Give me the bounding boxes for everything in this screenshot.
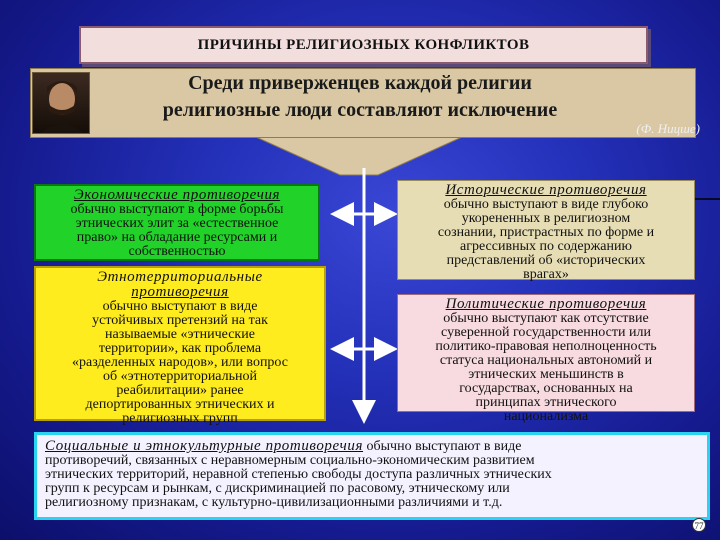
funnel-shape	[256, 137, 462, 175]
ethno-line: обычно выступают в виде	[102, 299, 258, 314]
ethno-line: реабилитации» ранее	[116, 383, 244, 398]
ethno-heading-1: Этнотерриториальные	[97, 269, 263, 285]
social-line: противоречий, связанных с неравномерным социально-экономическим развитием	[45, 453, 535, 468]
political-line: принципах этнического	[475, 395, 617, 410]
social-cultural-contradictions-box	[34, 432, 710, 520]
ethno-line: устойчивых претензий на так	[92, 313, 268, 328]
political-line: политико-правовая неполноценность	[435, 339, 657, 354]
political-heading: Политические противоречия	[445, 296, 647, 312]
quote-text	[100, 70, 620, 130]
portrait-icon	[33, 73, 90, 134]
quote-line-1: Среди приверженцев каждой религии	[188, 72, 532, 94]
economic-line: собственностью	[128, 244, 226, 259]
economic-line: обычно выступают в форме борьбы	[70, 202, 284, 217]
political-line: национализма	[503, 409, 589, 424]
social-line: групп к ресурсам и рынкам, с дискриминацией по расовому, этническому или	[45, 481, 510, 496]
social-line: религиозному признакам, с культурно-цивилизационными различиями и т.д.	[45, 495, 503, 510]
political-line: государствах, основанных на	[459, 381, 633, 396]
ethno-line: религиозных групп	[122, 411, 238, 426]
ethno-line: территории», как проблема	[98, 341, 262, 356]
ethno-line: «разделенных народов», или вопрос	[72, 355, 288, 370]
ethno-line: называемые «этнические	[105, 327, 255, 342]
political-line: этнических меньшинств в	[468, 367, 624, 382]
historical-line: сознании, пристрастных по форме и	[437, 225, 655, 240]
historical-line: представлений об «исторических	[446, 253, 646, 268]
social-heading: Социальные и этнокультурные противоречия	[45, 438, 364, 454]
economic-contradictions-box	[34, 184, 320, 261]
ethno-line: об «этнотерриториальной	[103, 369, 257, 384]
historical-contradictions-box	[397, 180, 695, 280]
historical-line: обычно выступают в виде глубоко	[443, 197, 649, 212]
political-line: суверенной государственности или	[441, 325, 651, 340]
quote-line-2: религиозные люди составляют исключение	[162, 99, 558, 121]
economic-heading: Экономические противоречия	[73, 187, 281, 203]
social-lead: обычно выступают в виде	[363, 439, 522, 454]
portrait-image	[32, 72, 90, 134]
political-line: статуса национальных автономий и	[439, 353, 653, 368]
quote-author: (Ф. Ницше)	[636, 121, 700, 136]
social-line: этнических территорий, неравной степенью свободы доступа различных этнических	[45, 467, 552, 482]
page-number: 77	[692, 518, 706, 532]
page-title: ПРИЧИНЫ РЕЛИГИОЗНЫХ КОНФЛИКТОВ	[79, 26, 648, 64]
ethno-heading-2: противоречия	[131, 284, 229, 300]
economic-line: право» на обладание ресурсами и	[76, 230, 278, 245]
political-contradictions-box	[397, 294, 695, 424]
historical-line: агрессивных по содержанию	[460, 239, 632, 254]
ethnoterritorial-contradictions-box	[34, 266, 326, 426]
political-line: обычно выступают как отсутствие	[443, 311, 649, 326]
historical-heading: Исторические противоречия	[445, 182, 647, 198]
historical-line: укорененных в религиозном	[461, 211, 631, 226]
historical-line: врагах»	[523, 267, 569, 282]
ethno-line: депортированных этнических и	[85, 397, 275, 412]
economic-line: этнических элит за «естественное	[75, 216, 279, 231]
